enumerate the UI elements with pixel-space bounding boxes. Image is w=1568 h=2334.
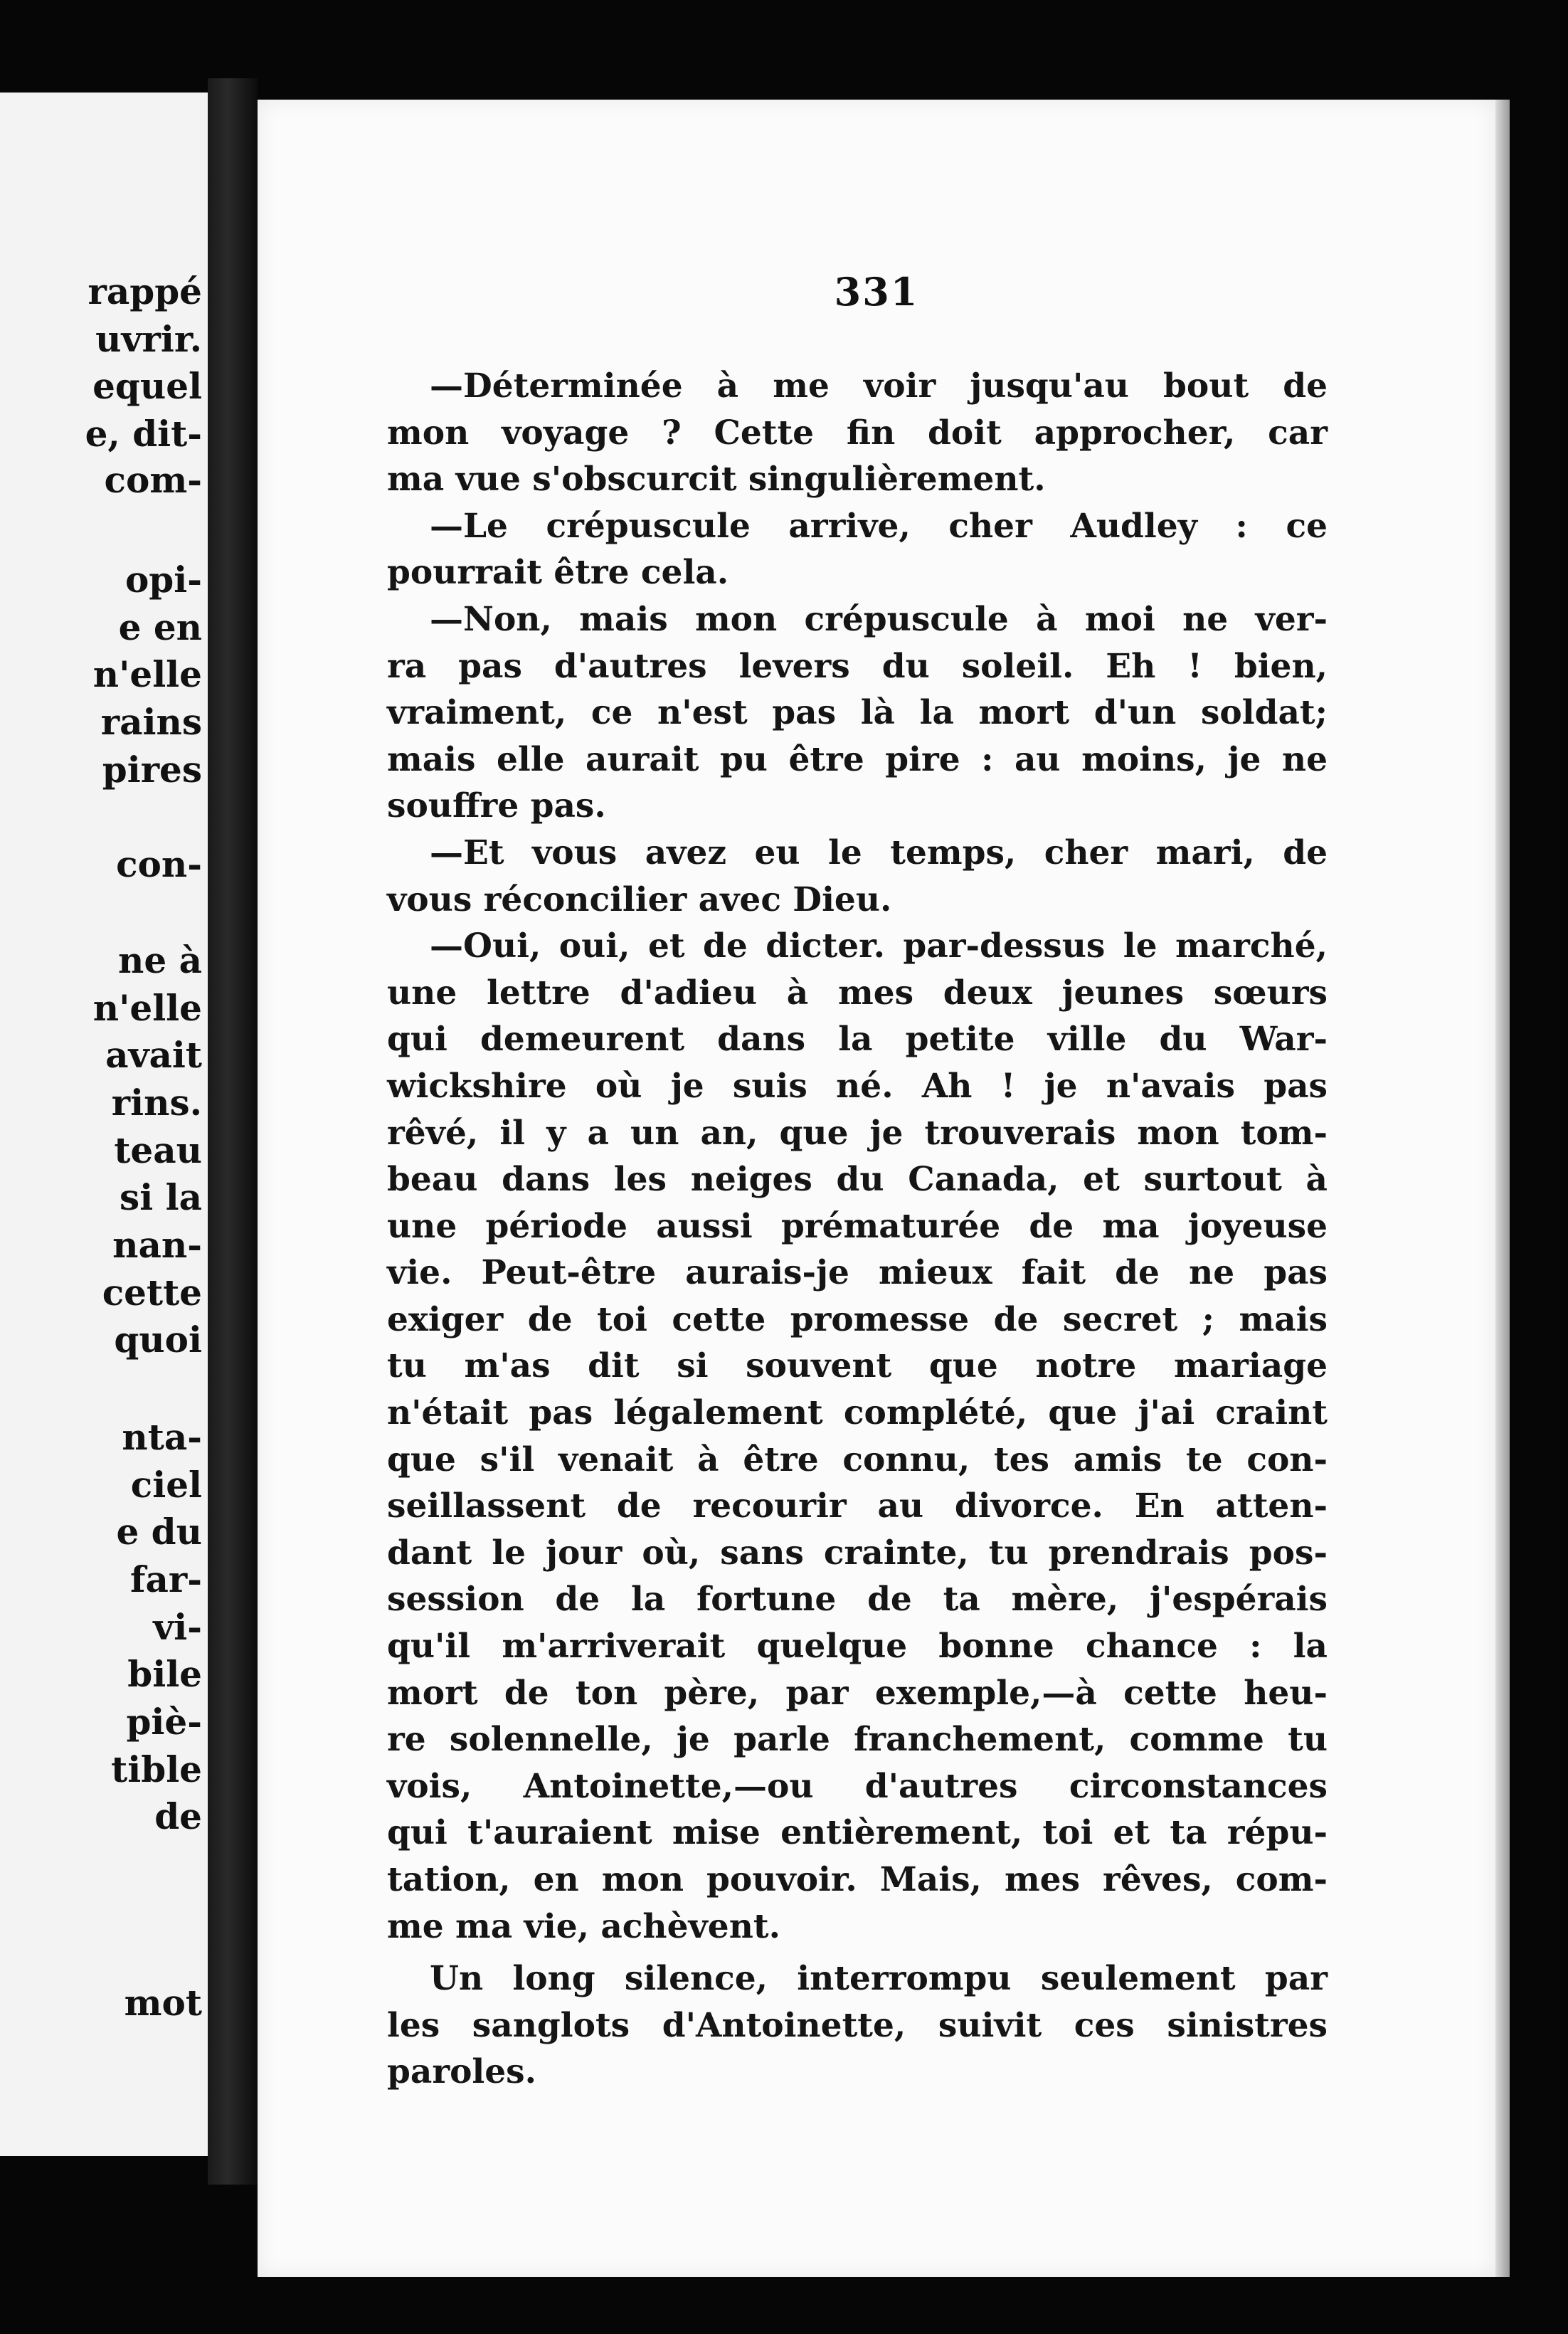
- page-edge: [1495, 100, 1510, 2277]
- text-line: une période aussi prématurée de ma joyeuse: [387, 1206, 1328, 1246]
- left-page-line: e du: [116, 1511, 202, 1553]
- text-line: session de la fortune de ta mère, j'espérais: [387, 1580, 1328, 1620]
- text-line: beau dans les neiges du Canada, et surtout à: [387, 1160, 1328, 1200]
- text-line: tation, en mon pouvoir. Mais, mes rêves, com-: [387, 1860, 1328, 1899]
- text-line: dant le jour où, sans crainte, tu prendrais pos-: [387, 1533, 1328, 1573]
- left-page-line: teau: [114, 1129, 202, 1171]
- left-page-line: tible: [111, 1748, 202, 1790]
- left-page-line: rains: [100, 701, 202, 743]
- left-page-line: ciel: [130, 1464, 202, 1506]
- text-line: souffre pas.: [387, 786, 606, 826]
- text-line: mort de ton père, par exemple,—à cette heu-: [387, 1673, 1328, 1713]
- text-line: pourrait être cela.: [387, 553, 729, 593]
- book-gutter: [208, 78, 258, 2185]
- text-line: vie. Peut-être aurais-je mieux fait de ne pas: [387, 1253, 1328, 1293]
- text-line: exiger de toi cette promesse de secret ; mais: [387, 1299, 1328, 1339]
- text-line: ma vue s'obscurcit singulièrement.: [387, 460, 1046, 500]
- left-page-line: mot: [124, 1982, 202, 2024]
- left-page-line: com-: [104, 459, 202, 501]
- text-line: qui demeurent dans la petite ville du War-: [387, 1020, 1328, 1060]
- left-page-line: nta-: [122, 1416, 202, 1458]
- text-line: seillassent de recourir au divorce. En atten-: [387, 1487, 1328, 1526]
- text-line: vraiment, ce n'est pas là la mort d'un soldat;: [387, 693, 1328, 733]
- text-line: paroles.: [387, 2052, 537, 2092]
- left-page-line: con-: [116, 843, 202, 885]
- text-line: mon voyage ? Cette fin doit approcher, car: [387, 413, 1328, 453]
- left-page-line: vi-: [153, 1606, 202, 1648]
- text-line: me ma vie, achèvent.: [387, 1906, 780, 1946]
- text-line: —Déterminée à me voir jusqu'au bout de: [430, 366, 1328, 406]
- text-line: une lettre d'adieu à mes deux jeunes sœurs: [387, 973, 1328, 1013]
- text-line: qu'il m'arriverait quelque bonne chance : la: [387, 1627, 1328, 1667]
- left-page-line: rins.: [111, 1082, 202, 1124]
- text-line: Un long silence, interrompu seulement par: [430, 1959, 1328, 1999]
- left-page-line: e en: [118, 606, 202, 648]
- text-line: vois, Antoinette,—ou d'autres circonstances: [387, 1766, 1328, 1806]
- left-page-line: equel: [92, 365, 202, 407]
- left-page-line: quoi: [114, 1319, 202, 1361]
- page-number: 331: [834, 269, 919, 315]
- left-page-line: bile: [127, 1653, 202, 1695]
- text-line: —Et vous avez eu le temps, cher mari, de: [430, 833, 1328, 872]
- left-page-line: uvrir.: [95, 318, 202, 360]
- left-page-line: e, dit-: [85, 413, 202, 455]
- left-page-line: nan-: [112, 1224, 202, 1266]
- left-page-line: de: [154, 1795, 202, 1837]
- page-body-text: [387, 363, 1328, 2096]
- left-page-line: pires: [102, 749, 202, 791]
- text-line: wickshire où je suis né. Ah ! je n'avais pas: [387, 1066, 1328, 1106]
- text-line: ra pas d'autres levers du soleil. Eh ! bien,: [387, 646, 1328, 686]
- text-line: qui t'auraient mise entièrement, toi et ta répu-: [387, 1813, 1328, 1853]
- left-page-line: cette: [102, 1272, 202, 1314]
- text-line: tu m'as dit si souvent que notre mariage: [387, 1346, 1328, 1386]
- left-page-fragment: [0, 93, 208, 2156]
- right-page: [258, 100, 1495, 2277]
- left-page-line: opi-: [125, 559, 202, 601]
- left-page-line: ne à: [118, 939, 202, 981]
- text-line: mais elle aurait pu être pire : au moins, je ne: [387, 739, 1328, 779]
- text-line: re solennelle, je parle franchement, comme tu: [387, 1720, 1328, 1760]
- left-page-line: si la: [120, 1176, 202, 1218]
- left-page-line: n'elle: [92, 653, 202, 695]
- text-line: —Non, mais mon crépuscule à moi ne ver-: [430, 599, 1328, 639]
- left-page-line: avait: [105, 1034, 202, 1076]
- left-page-line: n'elle: [92, 987, 202, 1029]
- text-line: que s'il venait à être connu, tes amis te con-: [387, 1440, 1328, 1479]
- left-page-line: far-: [129, 1558, 202, 1600]
- text-line: vous réconcilier avec Dieu.: [387, 880, 892, 919]
- left-page-line: piè-: [126, 1701, 202, 1743]
- text-line: n'était pas légalement complété, que j'ai craint: [387, 1393, 1328, 1433]
- left-page-line: rappé: [88, 270, 202, 312]
- text-line: les sanglots d'Antoinette, suivit ces sinistres: [387, 2005, 1328, 2045]
- text-line: —Le crépuscule arrive, cher Audley : ce: [430, 506, 1328, 546]
- text-line: rêvé, il y a un an, que je trouverais mon tom-: [387, 1113, 1328, 1153]
- text-line: —Oui, oui, et de dicter. par-dessus le marché,: [430, 926, 1328, 966]
